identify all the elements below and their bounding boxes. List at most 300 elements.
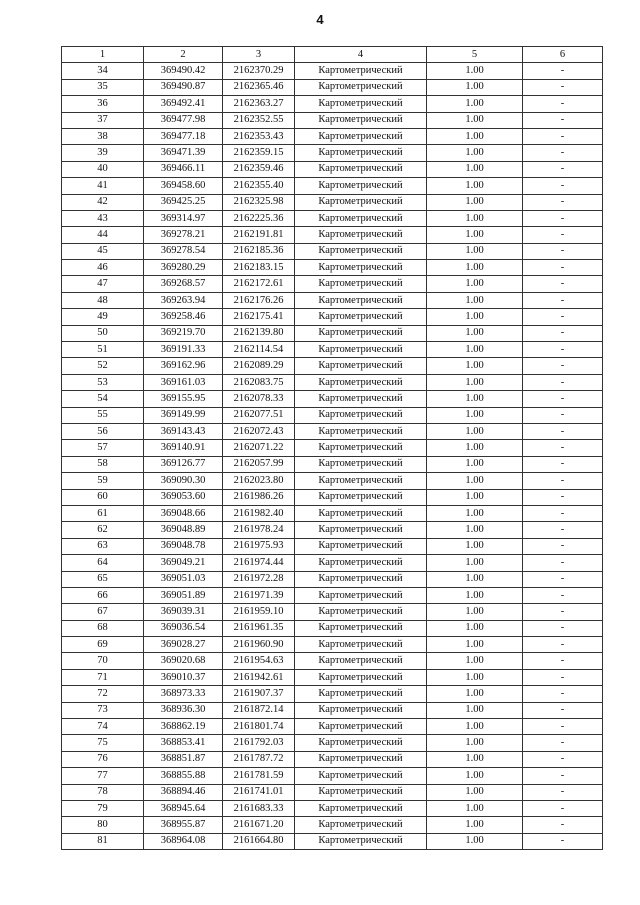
- method-cell: Картометрический: [295, 653, 427, 669]
- accuracy-cell: 1.00: [427, 751, 523, 767]
- note-cell: -: [523, 194, 603, 210]
- x-coordinate-cell: 369039.31: [144, 604, 223, 620]
- accuracy-cell: 1.00: [427, 620, 523, 636]
- method-cell: Картометрический: [295, 604, 427, 620]
- y-coordinate-cell: 2162078.33: [223, 391, 295, 407]
- note-cell: -: [523, 161, 603, 177]
- method-cell: Картометрический: [295, 800, 427, 816]
- y-coordinate-cell: 2162175.41: [223, 309, 295, 325]
- y-coordinate-cell: 2162370.29: [223, 63, 295, 79]
- point-number-cell: 39: [62, 145, 144, 161]
- x-coordinate-cell: 369258.46: [144, 309, 223, 325]
- point-number-cell: 35: [62, 79, 144, 95]
- table-row: [62, 227, 603, 243]
- point-number-cell: 60: [62, 489, 144, 505]
- method-cell: Картометрический: [295, 505, 427, 521]
- note-cell: -: [523, 276, 603, 292]
- accuracy-cell: 1.00: [427, 79, 523, 95]
- point-number-cell: 66: [62, 587, 144, 603]
- table-row: [62, 817, 603, 833]
- table-row: [62, 686, 603, 702]
- x-coordinate-cell: 369053.60: [144, 489, 223, 505]
- table-row: [62, 571, 603, 587]
- x-coordinate-cell: 368853.41: [144, 735, 223, 751]
- method-cell: Картометрический: [295, 735, 427, 751]
- y-coordinate-cell: 2162225.36: [223, 210, 295, 226]
- accuracy-cell: 1.00: [427, 63, 523, 79]
- x-coordinate-cell: 369219.70: [144, 325, 223, 341]
- x-coordinate-cell: 369191.33: [144, 342, 223, 358]
- method-cell: Картометрический: [295, 407, 427, 423]
- accuracy-cell: 1.00: [427, 686, 523, 702]
- accuracy-cell: 1.00: [427, 768, 523, 784]
- method-cell: Картометрический: [295, 456, 427, 472]
- y-coordinate-cell: 2161972.28: [223, 571, 295, 587]
- method-cell: Картометрический: [295, 637, 427, 653]
- accuracy-cell: 1.00: [427, 161, 523, 177]
- note-cell: -: [523, 309, 603, 325]
- point-number-cell: 37: [62, 112, 144, 128]
- note-cell: -: [523, 538, 603, 554]
- table-row: [62, 145, 603, 161]
- y-coordinate-cell: 2162363.27: [223, 96, 295, 112]
- point-number-cell: 44: [62, 227, 144, 243]
- point-number-cell: 53: [62, 374, 144, 390]
- accuracy-cell: 1.00: [427, 178, 523, 194]
- method-cell: Картометрический: [295, 210, 427, 226]
- x-coordinate-cell: 368855.88: [144, 768, 223, 784]
- note-cell: -: [523, 522, 603, 538]
- point-number-cell: 68: [62, 620, 144, 636]
- accuracy-cell: 1.00: [427, 342, 523, 358]
- accuracy-cell: 1.00: [427, 702, 523, 718]
- accuracy-cell: 1.00: [427, 128, 523, 144]
- accuracy-cell: 1.00: [427, 276, 523, 292]
- x-coordinate-cell: 369278.54: [144, 243, 223, 259]
- table-row: [62, 489, 603, 505]
- accuracy-cell: 1.00: [427, 489, 523, 505]
- x-coordinate-cell: 369314.97: [144, 210, 223, 226]
- table-row: [62, 194, 603, 210]
- coordinates-table: [61, 46, 603, 850]
- table-row: [62, 178, 603, 194]
- accuracy-cell: 1.00: [427, 817, 523, 833]
- y-coordinate-cell: 2162325.98: [223, 194, 295, 210]
- note-cell: -: [523, 391, 603, 407]
- point-number-cell: 81: [62, 833, 144, 849]
- y-coordinate-cell: 2162077.51: [223, 407, 295, 423]
- table-row: [62, 538, 603, 554]
- method-cell: Картометрический: [295, 473, 427, 489]
- note-cell: -: [523, 473, 603, 489]
- accuracy-cell: 1.00: [427, 538, 523, 554]
- point-number-cell: 77: [62, 768, 144, 784]
- method-cell: Картометрический: [295, 817, 427, 833]
- method-cell: Картометрический: [295, 784, 427, 800]
- y-coordinate-cell: 2161982.40: [223, 505, 295, 521]
- accuracy-cell: 1.00: [427, 735, 523, 751]
- y-coordinate-cell: 2162023.80: [223, 473, 295, 489]
- table-row: [62, 325, 603, 341]
- method-cell: Картометрический: [295, 309, 427, 325]
- y-coordinate-cell: 2162353.43: [223, 128, 295, 144]
- accuracy-cell: 1.00: [427, 227, 523, 243]
- y-coordinate-cell: 2161907.37: [223, 686, 295, 702]
- table-row: [62, 522, 603, 538]
- accuracy-cell: 1.00: [427, 784, 523, 800]
- table-row: [62, 800, 603, 816]
- accuracy-cell: 1.00: [427, 194, 523, 210]
- y-coordinate-cell: 2162365.46: [223, 79, 295, 95]
- x-coordinate-cell: 369020.68: [144, 653, 223, 669]
- note-cell: -: [523, 342, 603, 358]
- point-number-cell: 55: [62, 407, 144, 423]
- x-coordinate-cell: 369477.98: [144, 112, 223, 128]
- method-cell: Картометрический: [295, 161, 427, 177]
- y-coordinate-cell: 2162359.15: [223, 145, 295, 161]
- x-coordinate-cell: 368936.30: [144, 702, 223, 718]
- accuracy-cell: 1.00: [427, 522, 523, 538]
- table-row: [62, 637, 603, 653]
- accuracy-cell: 1.00: [427, 505, 523, 521]
- accuracy-cell: 1.00: [427, 96, 523, 112]
- point-number-cell: 47: [62, 276, 144, 292]
- accuracy-cell: 1.00: [427, 456, 523, 472]
- table-row: [62, 112, 603, 128]
- y-coordinate-cell: 2162176.26: [223, 292, 295, 308]
- accuracy-cell: 1.00: [427, 260, 523, 276]
- x-coordinate-cell: 369048.66: [144, 505, 223, 521]
- table-row: [62, 784, 603, 800]
- accuracy-cell: 1.00: [427, 800, 523, 816]
- point-number-cell: 50: [62, 325, 144, 341]
- table-body: [62, 63, 603, 850]
- note-cell: -: [523, 817, 603, 833]
- page-number: 4: [316, 12, 324, 27]
- table-row: [62, 620, 603, 636]
- x-coordinate-cell: 369028.27: [144, 637, 223, 653]
- note-cell: -: [523, 423, 603, 439]
- accuracy-cell: 1.00: [427, 587, 523, 603]
- accuracy-cell: 1.00: [427, 391, 523, 407]
- column-header-4: 4: [295, 47, 427, 63]
- point-number-cell: 78: [62, 784, 144, 800]
- point-number-cell: 51: [62, 342, 144, 358]
- accuracy-cell: 1.00: [427, 145, 523, 161]
- y-coordinate-cell: 2161942.61: [223, 669, 295, 685]
- method-cell: Картометрический: [295, 374, 427, 390]
- x-coordinate-cell: 369477.18: [144, 128, 223, 144]
- y-coordinate-cell: 2162139.80: [223, 325, 295, 341]
- note-cell: -: [523, 505, 603, 521]
- accuracy-cell: 1.00: [427, 637, 523, 653]
- note-cell: -: [523, 686, 603, 702]
- point-number-cell: 62: [62, 522, 144, 538]
- y-coordinate-cell: 2162172.61: [223, 276, 295, 292]
- table-row: [62, 719, 603, 735]
- x-coordinate-cell: 369051.03: [144, 571, 223, 587]
- table-row: [62, 309, 603, 325]
- point-number-cell: 70: [62, 653, 144, 669]
- method-cell: Картометрический: [295, 79, 427, 95]
- method-cell: Картометрический: [295, 489, 427, 505]
- point-number-cell: 34: [62, 63, 144, 79]
- table-row: [62, 456, 603, 472]
- point-number-cell: 40: [62, 161, 144, 177]
- x-coordinate-cell: 368851.87: [144, 751, 223, 767]
- x-coordinate-cell: 369492.41: [144, 96, 223, 112]
- note-cell: -: [523, 768, 603, 784]
- point-number-cell: 69: [62, 637, 144, 653]
- method-cell: Картометрический: [295, 440, 427, 456]
- point-number-cell: 57: [62, 440, 144, 456]
- note-cell: -: [523, 669, 603, 685]
- table-row: [62, 342, 603, 358]
- accuracy-cell: 1.00: [427, 440, 523, 456]
- note-cell: -: [523, 63, 603, 79]
- y-coordinate-cell: 2162083.75: [223, 374, 295, 390]
- y-coordinate-cell: 2162183.15: [223, 260, 295, 276]
- accuracy-cell: 1.00: [427, 555, 523, 571]
- note-cell: -: [523, 358, 603, 374]
- point-number-cell: 38: [62, 128, 144, 144]
- point-number-cell: 48: [62, 292, 144, 308]
- x-coordinate-cell: 369036.54: [144, 620, 223, 636]
- y-coordinate-cell: 2161671.20: [223, 817, 295, 833]
- point-number-cell: 76: [62, 751, 144, 767]
- note-cell: -: [523, 735, 603, 751]
- accuracy-cell: 1.00: [427, 374, 523, 390]
- x-coordinate-cell: 369263.94: [144, 292, 223, 308]
- note-cell: -: [523, 637, 603, 653]
- accuracy-cell: 1.00: [427, 669, 523, 685]
- x-coordinate-cell: 369149.99: [144, 407, 223, 423]
- point-number-cell: 72: [62, 686, 144, 702]
- point-number-cell: 43: [62, 210, 144, 226]
- y-coordinate-cell: 2161959.10: [223, 604, 295, 620]
- note-cell: -: [523, 243, 603, 259]
- note-cell: -: [523, 112, 603, 128]
- method-cell: Картометрический: [295, 112, 427, 128]
- table-row: [62, 833, 603, 849]
- y-coordinate-cell: 2162352.55: [223, 112, 295, 128]
- table-row: [62, 751, 603, 767]
- table-row: [62, 702, 603, 718]
- note-cell: -: [523, 145, 603, 161]
- table-row: [62, 243, 603, 259]
- point-number-cell: 52: [62, 358, 144, 374]
- note-cell: -: [523, 178, 603, 194]
- point-number-cell: 80: [62, 817, 144, 833]
- x-coordinate-cell: 368894.46: [144, 784, 223, 800]
- accuracy-cell: 1.00: [427, 112, 523, 128]
- table-row: [62, 210, 603, 226]
- x-coordinate-cell: 369143.43: [144, 423, 223, 439]
- point-number-cell: 65: [62, 571, 144, 587]
- note-cell: -: [523, 128, 603, 144]
- y-coordinate-cell: 2161974.44: [223, 555, 295, 571]
- point-number-cell: 45: [62, 243, 144, 259]
- accuracy-cell: 1.00: [427, 243, 523, 259]
- note-cell: -: [523, 571, 603, 587]
- method-cell: Картометрический: [295, 227, 427, 243]
- method-cell: Картометрический: [295, 702, 427, 718]
- x-coordinate-cell: 369090.30: [144, 473, 223, 489]
- x-coordinate-cell: 369280.29: [144, 260, 223, 276]
- note-cell: -: [523, 210, 603, 226]
- point-number-cell: 59: [62, 473, 144, 489]
- table-row: [62, 391, 603, 407]
- y-coordinate-cell: 2162114.54: [223, 342, 295, 358]
- point-number-cell: 71: [62, 669, 144, 685]
- method-cell: Картометрический: [295, 522, 427, 538]
- accuracy-cell: 1.00: [427, 653, 523, 669]
- x-coordinate-cell: 369471.39: [144, 145, 223, 161]
- table-row: [62, 161, 603, 177]
- y-coordinate-cell: 2162072.43: [223, 423, 295, 439]
- method-cell: Картометрический: [295, 342, 427, 358]
- table-row: [62, 669, 603, 685]
- method-cell: Картометрический: [295, 243, 427, 259]
- y-coordinate-cell: 2161741.01: [223, 784, 295, 800]
- x-coordinate-cell: 368862.19: [144, 719, 223, 735]
- x-coordinate-cell: 369425.25: [144, 194, 223, 210]
- method-cell: Картометрический: [295, 423, 427, 439]
- y-coordinate-cell: 2161801.74: [223, 719, 295, 735]
- y-coordinate-cell: 2161664.80: [223, 833, 295, 849]
- accuracy-cell: 1.00: [427, 309, 523, 325]
- point-number-cell: 42: [62, 194, 144, 210]
- note-cell: -: [523, 325, 603, 341]
- table-row: [62, 440, 603, 456]
- table-row: [62, 473, 603, 489]
- y-coordinate-cell: 2162359.46: [223, 161, 295, 177]
- point-number-cell: 54: [62, 391, 144, 407]
- x-coordinate-cell: 369048.89: [144, 522, 223, 538]
- y-coordinate-cell: 2162185.36: [223, 243, 295, 259]
- accuracy-cell: 1.00: [427, 407, 523, 423]
- point-number-cell: 75: [62, 735, 144, 751]
- note-cell: -: [523, 784, 603, 800]
- note-cell: -: [523, 800, 603, 816]
- x-coordinate-cell: 369490.42: [144, 63, 223, 79]
- note-cell: -: [523, 751, 603, 767]
- note-cell: -: [523, 489, 603, 505]
- x-coordinate-cell: 369466.11: [144, 161, 223, 177]
- table-row: [62, 768, 603, 784]
- note-cell: -: [523, 374, 603, 390]
- note-cell: -: [523, 702, 603, 718]
- accuracy-cell: 1.00: [427, 423, 523, 439]
- table-header-row: [62, 47, 603, 63]
- method-cell: Картометрический: [295, 292, 427, 308]
- accuracy-cell: 1.00: [427, 571, 523, 587]
- point-number-cell: 73: [62, 702, 144, 718]
- method-cell: Картометрический: [295, 768, 427, 784]
- x-coordinate-cell: 369268.57: [144, 276, 223, 292]
- note-cell: -: [523, 79, 603, 95]
- method-cell: Картометрический: [295, 538, 427, 554]
- note-cell: -: [523, 292, 603, 308]
- y-coordinate-cell: 2162089.29: [223, 358, 295, 374]
- method-cell: Картометрический: [295, 571, 427, 587]
- x-coordinate-cell: 369051.89: [144, 587, 223, 603]
- point-number-cell: 79: [62, 800, 144, 816]
- x-coordinate-cell: 369278.21: [144, 227, 223, 243]
- method-cell: Картометрический: [295, 555, 427, 571]
- table-row: [62, 260, 603, 276]
- table-row: [62, 374, 603, 390]
- note-cell: -: [523, 227, 603, 243]
- note-cell: -: [523, 587, 603, 603]
- method-cell: Картометрический: [295, 178, 427, 194]
- accuracy-cell: 1.00: [427, 719, 523, 735]
- method-cell: Картометрический: [295, 669, 427, 685]
- y-coordinate-cell: 2162191.81: [223, 227, 295, 243]
- table-row: [62, 63, 603, 79]
- table-row: [62, 555, 603, 571]
- y-coordinate-cell: 2162071.22: [223, 440, 295, 456]
- y-coordinate-cell: 2161971.39: [223, 587, 295, 603]
- x-coordinate-cell: 368945.64: [144, 800, 223, 816]
- x-coordinate-cell: 369161.03: [144, 374, 223, 390]
- method-cell: Картометрический: [295, 128, 427, 144]
- method-cell: Картометрический: [295, 145, 427, 161]
- note-cell: -: [523, 833, 603, 849]
- x-coordinate-cell: 369458.60: [144, 178, 223, 194]
- table-row: [62, 653, 603, 669]
- method-cell: Картометрический: [295, 194, 427, 210]
- accuracy-cell: 1.00: [427, 325, 523, 341]
- note-cell: -: [523, 440, 603, 456]
- note-cell: -: [523, 719, 603, 735]
- method-cell: Картометрический: [295, 391, 427, 407]
- x-coordinate-cell: 368955.87: [144, 817, 223, 833]
- x-coordinate-cell: 369155.95: [144, 391, 223, 407]
- y-coordinate-cell: 2161978.24: [223, 522, 295, 538]
- point-number-cell: 49: [62, 309, 144, 325]
- point-number-cell: 36: [62, 96, 144, 112]
- method-cell: Картометрический: [295, 63, 427, 79]
- x-coordinate-cell: 369049.21: [144, 555, 223, 571]
- y-coordinate-cell: 2161792.03: [223, 735, 295, 751]
- method-cell: Картометрический: [295, 276, 427, 292]
- accuracy-cell: 1.00: [427, 292, 523, 308]
- accuracy-cell: 1.00: [427, 358, 523, 374]
- method-cell: Картометрический: [295, 96, 427, 112]
- column-header-1: 1: [62, 47, 144, 63]
- y-coordinate-cell: 2162057.99: [223, 456, 295, 472]
- method-cell: Картометрический: [295, 833, 427, 849]
- method-cell: Картометрический: [295, 620, 427, 636]
- note-cell: -: [523, 456, 603, 472]
- y-coordinate-cell: 2161961.35: [223, 620, 295, 636]
- y-coordinate-cell: 2162355.40: [223, 178, 295, 194]
- y-coordinate-cell: 2161986.26: [223, 489, 295, 505]
- accuracy-cell: 1.00: [427, 210, 523, 226]
- point-number-cell: 46: [62, 260, 144, 276]
- table-row: [62, 604, 603, 620]
- method-cell: Картометрический: [295, 325, 427, 341]
- y-coordinate-cell: 2161960.90: [223, 637, 295, 653]
- accuracy-cell: 1.00: [427, 473, 523, 489]
- column-header-5: 5: [427, 47, 523, 63]
- point-number-cell: 61: [62, 505, 144, 521]
- y-coordinate-cell: 2161683.33: [223, 800, 295, 816]
- method-cell: Картометрический: [295, 751, 427, 767]
- table-row: [62, 96, 603, 112]
- point-number-cell: 74: [62, 719, 144, 735]
